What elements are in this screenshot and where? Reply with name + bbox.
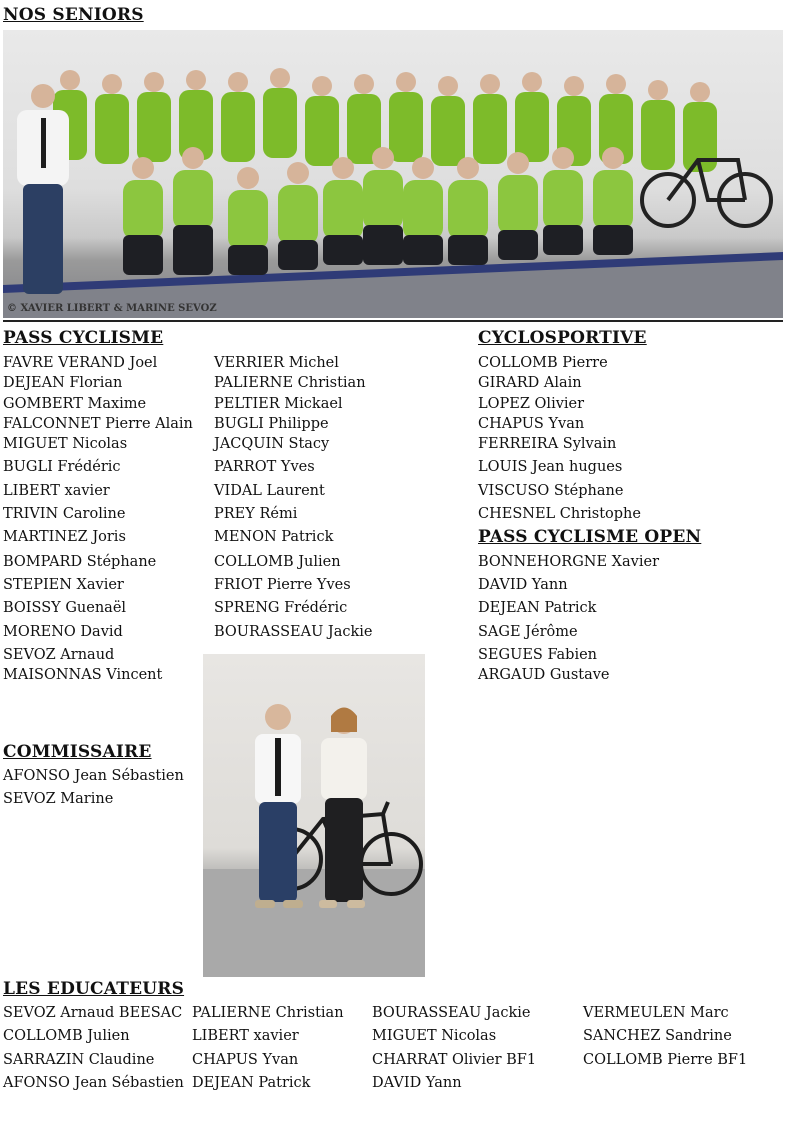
list-item: GOMBERT Maxime — [3, 396, 147, 412]
list-item: SARRAZIN Claudine — [3, 1052, 155, 1068]
list-item: MARTINEZ Joris — [3, 529, 126, 545]
list-item: GIRARD Alain — [478, 375, 582, 391]
list-item: DEJEAN Florian — [3, 375, 123, 391]
list-item: BOURASSEAU Jackie — [214, 624, 373, 640]
list-item: LOUIS Jean hugues — [478, 459, 623, 475]
list-item: PALIERNE Christian — [214, 375, 366, 391]
pass-cyclisme-heading: PASS CYCLISME — [3, 328, 164, 348]
list-item: CHAPUS Yvan — [478, 416, 585, 432]
list-item: AFONSO Jean Sébastien — [3, 1075, 184, 1091]
list-item: BOMPARD Stéphane — [3, 554, 157, 570]
list-item: PALIERNE Christian — [192, 1005, 344, 1021]
list-item: COLLOMB Pierre BF1 — [583, 1052, 748, 1068]
commissaire-photo-illustration — [203, 654, 425, 977]
list-item: BUGLI Frédéric — [3, 459, 121, 475]
list-item: FALCONNET Pierre Alain — [3, 416, 193, 432]
list-item: BOISSY Guenaël — [3, 600, 127, 616]
list-item: STEPIEN Xavier — [3, 577, 124, 593]
list-item: PREY Rémi — [214, 506, 298, 522]
list-item: CHAPUS Yvan — [192, 1052, 299, 1068]
list-item: SAGE Jérôme — [478, 624, 578, 640]
commissaire-photo — [203, 654, 425, 977]
team-photo-illustration — [3, 30, 783, 318]
list-item: AFONSO Jean Sébastien — [3, 768, 184, 784]
cyclosportive-heading: CYCLOSPORTIVE — [478, 328, 647, 348]
educateurs-heading: LES EDUCATEURS — [3, 979, 185, 999]
list-item: TRIVIN Caroline — [3, 506, 126, 522]
list-item: FAVRE VERAND Joel — [3, 355, 158, 371]
list-item: SPRENG Frédéric — [214, 600, 348, 616]
list-item: BUGLI Philippe — [214, 416, 329, 432]
list-item: BOURASSEAU Jackie — [372, 1005, 531, 1021]
list-item: DEJEAN Patrick — [478, 600, 597, 616]
list-item: CHESNEL Christophe — [478, 506, 641, 522]
list-item: DEJEAN Patrick — [192, 1075, 311, 1091]
list-item: MIGUET Nicolas — [372, 1028, 497, 1044]
list-item: LIBERT xavier — [3, 483, 110, 499]
list-item: VERRIER Michel — [214, 355, 339, 371]
pass-cyclisme-open-heading: PASS CYCLISME OPEN — [478, 527, 702, 547]
list-item: SEVOZ Arnaud BEESAC — [3, 1005, 183, 1021]
list-item: SEVOZ Arnaud — [3, 647, 115, 663]
list-item: COLLOMB Julien — [3, 1028, 130, 1044]
list-item: SEGUES Fabien — [478, 647, 598, 663]
divider — [3, 320, 783, 322]
list-item: SEVOZ Marine — [3, 791, 114, 807]
list-item: BONNEHORGNE Xavier — [478, 554, 659, 570]
list-item: VIDAL Laurent — [214, 483, 325, 499]
list-item: COLLOMB Pierre — [478, 355, 608, 371]
list-item: SANCHEZ Sandrine — [583, 1028, 732, 1044]
commissaire-heading: COMMISSAIRE — [3, 742, 152, 762]
team-photo — [3, 30, 783, 318]
list-item: DAVID Yann — [478, 577, 568, 593]
list-item: MAISONNAS Vincent — [3, 667, 163, 683]
photo-credit: © XAVIER LIBERT & MARINE SEVOZ — [7, 303, 217, 314]
list-item: VERMEULEN Marc — [583, 1005, 729, 1021]
list-item: LOPEZ Olivier — [478, 396, 585, 412]
list-item: ARGAUD Gustave — [478, 667, 610, 683]
list-item: FERREIRA Sylvain — [478, 436, 617, 452]
list-item: MIGUET Nicolas — [3, 436, 128, 452]
list-item: DAVID Yann — [372, 1075, 462, 1091]
list-item: COLLOMB Julien — [214, 554, 341, 570]
page-title: NOS SENIORS — [3, 5, 144, 25]
list-item: PELTIER Mickael — [214, 396, 343, 412]
list-item: MENON Patrick — [214, 529, 334, 545]
list-item: PARROT Yves — [214, 459, 315, 475]
list-item: MORENO David — [3, 624, 123, 640]
list-item: VISCUSO Stéphane — [478, 483, 624, 499]
list-item: LIBERT xavier — [192, 1028, 299, 1044]
list-item: JACQUIN Stacy — [214, 436, 330, 452]
list-item: FRIOT Pierre Yves — [214, 577, 351, 593]
list-item: CHARRAT Olivier BF1 — [372, 1052, 537, 1068]
